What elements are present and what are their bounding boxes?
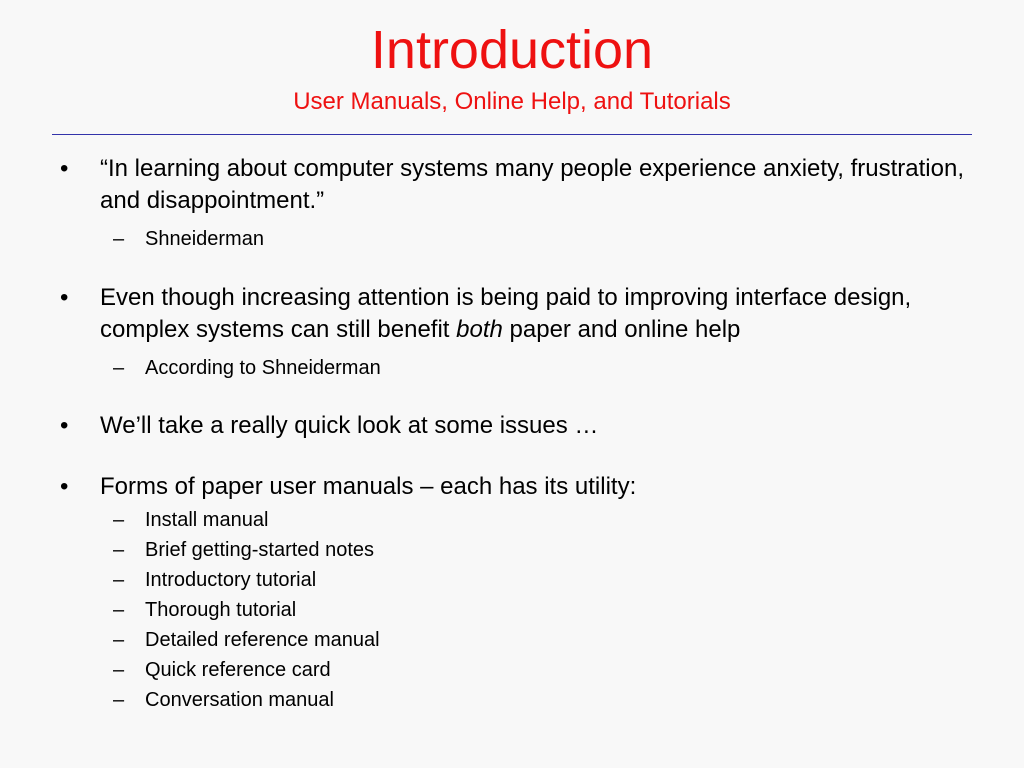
sub-bullet-item	[113, 226, 973, 256]
bullet-text-part: Even though increasing attention is being paid to improving interface design, complex systems can still benefit	[100, 284, 912, 343]
slide-title: Introduction	[370, 20, 654, 80]
sub-bullet-text: Conversation manual	[145, 689, 334, 711]
sub-bullet-item	[113, 507, 973, 537]
sub-bullet-text: Introductory tutorial	[145, 569, 317, 591]
sub-bullet-item	[113, 657, 973, 687]
sub-bullet-item	[113, 687, 973, 717]
bullet-text	[100, 471, 980, 503]
bullet-text-part: “In learning about computer systems many people experience anxiety, frustration, and disappointment.”	[100, 155, 964, 214]
dash-icon: –	[113, 569, 125, 591]
bullet-icon: •	[60, 155, 69, 182]
bullet-icon: •	[60, 412, 69, 439]
dash-icon: –	[113, 357, 125, 379]
bullet-icon: •	[60, 473, 69, 500]
bullet-text-emphasis: both	[456, 316, 503, 343]
dash-icon: –	[113, 659, 125, 681]
dash-icon: –	[113, 509, 125, 531]
dash-icon: –	[113, 599, 125, 621]
dash-icon: –	[113, 228, 125, 250]
sub-bullet-text: Install manual	[145, 509, 269, 531]
sub-bullet-text: Shneiderman	[145, 228, 264, 250]
sub-bullet-item	[113, 627, 973, 657]
dash-icon: –	[113, 689, 125, 711]
dash-icon: –	[113, 539, 125, 561]
sub-bullet-text: Detailed reference manual	[145, 629, 380, 651]
sub-bullet-text: Thorough tutorial	[145, 599, 297, 621]
sub-bullet-item	[113, 537, 973, 567]
bullet-text	[100, 410, 980, 442]
sub-bullet-text: Quick reference card	[145, 659, 331, 681]
sub-bullet-text: According to Shneiderman	[145, 357, 381, 379]
bullet-text-part: We’ll take a really quick look at some issues …	[100, 412, 599, 439]
sub-bullet-item	[113, 355, 973, 385]
sub-bullet-text: Brief getting-started notes	[145, 539, 375, 561]
dash-icon: –	[113, 629, 125, 651]
bullet-icon: •	[60, 284, 69, 311]
bullet-text-part: paper and online help	[502, 316, 741, 343]
sub-bullet-item	[113, 567, 973, 597]
sub-bullet-item	[113, 597, 973, 627]
bullet-text-part: Forms of paper user manuals – each has its utility:	[100, 473, 637, 500]
bullet-text	[100, 153, 980, 217]
slide-subtitle: User Manuals, Online Help, and Tutorials	[293, 88, 731, 115]
bullet-text	[100, 282, 980, 346]
